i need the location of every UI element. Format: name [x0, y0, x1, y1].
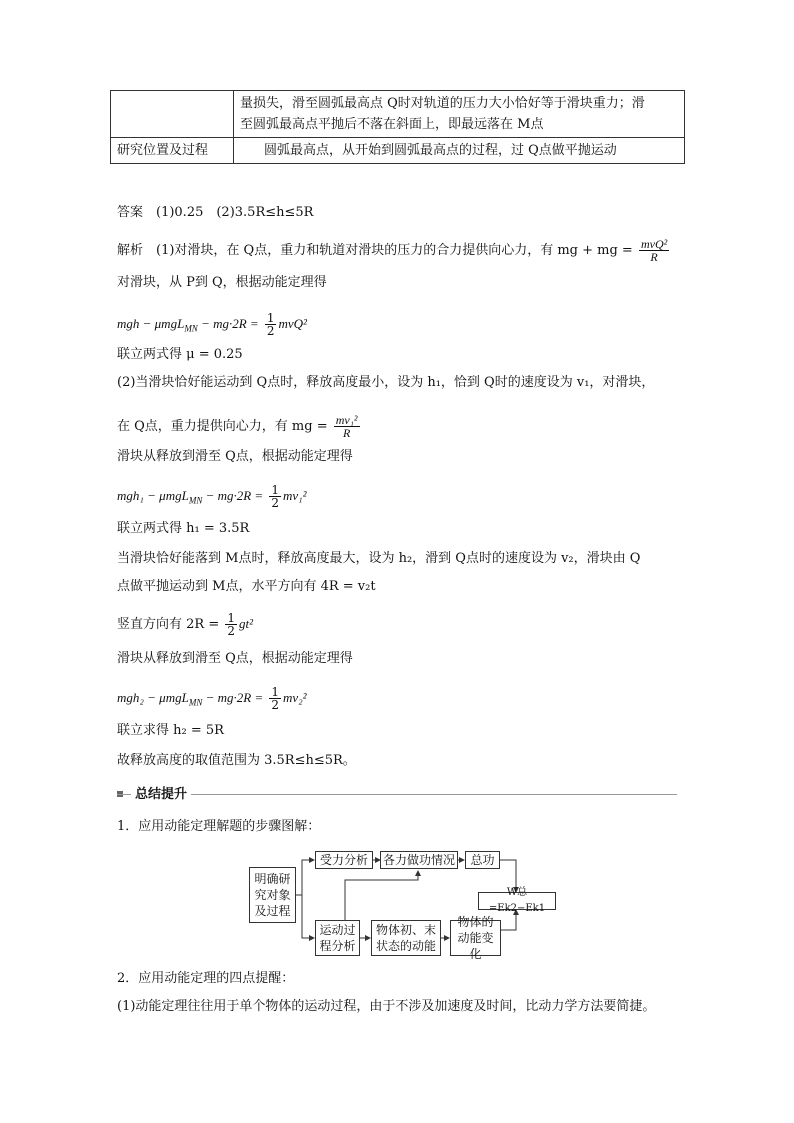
summary-item: (1)动能定理往往用于单个物体的运动过程，由于不涉及加速度及时间，比动力学方法要简捷。: [117, 999, 656, 1014]
equation-text: mgh₂ − μmgL: [117, 690, 189, 705]
flow-box-change: 物体的动能变化: [450, 920, 501, 956]
fraction-denominator: R: [342, 426, 351, 440]
analysis-line: 对滑块，从 P到 Q，根据动能定理得: [117, 275, 327, 290]
summary-item: 2．应用动能定理的四点提醒：: [117, 971, 295, 986]
fraction-denominator: R: [650, 250, 658, 264]
analysis-line: 滑块从释放到滑至 Q点，根据动能定理得: [117, 449, 353, 464]
section-title: 总结提升: [131, 787, 191, 803]
table-cell: [234, 91, 685, 138]
table-cell: [111, 91, 234, 138]
fraction: [639, 238, 669, 263]
flow-box-total: 总功: [465, 851, 500, 869]
analysis-line: 联立求得 h₂ = 5R: [117, 723, 224, 738]
fraction-denominator: 2: [271, 698, 279, 712]
fraction: [269, 686, 281, 711]
flow-box-work: 各力做功情况: [380, 851, 458, 869]
fraction-numerator: 1: [271, 685, 279, 699]
analysis-line: 当滑块恰好能落到 M点时，释放高度最大，设为 h₂，滑到 Q点时的速度设为 v₂，滑块由 Q: [117, 551, 641, 566]
equation-line: [117, 312, 307, 338]
arrow-line: [302, 895, 314, 938]
flow-box-force: 受力分析: [315, 851, 373, 869]
fraction-numerator: mvQ²: [640, 237, 668, 251]
equation-line: [117, 612, 253, 637]
table-row: [111, 91, 685, 138]
equation-text: mgh₁ − μmgL: [117, 488, 189, 503]
table-cell-line: 量损失，滑至圆弧最高点 Q时对轨道的压力大小恰好等于滑块重力；滑: [240, 96, 645, 111]
subscript: MN: [184, 323, 198, 334]
analysis-line: 点做平抛运动到 M点，水平方向有 4R = v₂t: [117, 579, 376, 594]
flow-box-start: 明确研究对象及过程: [249, 867, 296, 923]
fraction-numerator: 1: [271, 483, 279, 497]
flow-box-motion: 运动过程分析: [315, 920, 360, 956]
table-row: [111, 138, 685, 164]
fraction: [225, 612, 237, 637]
arrow-line: [499, 860, 516, 892]
analysis-line: [117, 414, 362, 439]
equation-text: mgh − μmgL: [117, 316, 185, 331]
analysis-text: 竖直方向有 2R =: [117, 617, 220, 632]
analysis-line: (2)当滑块恰好能运动到 Q点时，释放高度最小，设为 h₁，恰到 Q时的速度设为 v₁，对滑块，: [117, 375, 655, 390]
section-divider: [117, 794, 677, 795]
subscript: MN: [188, 697, 203, 708]
summary-item: 1．应用动能定理解题的步骤图解：: [117, 819, 321, 834]
analysis-line: [117, 238, 671, 263]
table-cell: 圆弧最高点，从开始到圆弧最高点的过程，过 Q点做平抛运动: [234, 138, 685, 164]
subscript: MN: [188, 495, 203, 506]
arrow-line: [345, 871, 418, 920]
arrow-line: [296, 860, 314, 895]
fraction-numerator: mv₁²: [335, 413, 358, 427]
arrow-line: [501, 910, 516, 930]
analysis-text: 在 Q点，重力提供向心力，有 mg =: [117, 419, 328, 434]
fraction-numerator: 1: [266, 311, 275, 325]
equation-line: [117, 686, 307, 712]
equation-line: [117, 484, 307, 510]
analysis-text: 解析 (1)对滑块，在 Q点，重力和轨道对滑块的压力的合力提供向心力，有 mg + mg =: [117, 243, 633, 258]
flow-box-state: 物体初、末状态的动能: [371, 920, 441, 956]
equation-text: mvQ²: [278, 316, 307, 331]
answer-line: 答案 (1)0.25 (2)3.5R≤h≤5R: [117, 205, 314, 220]
equation-text: gt²: [239, 616, 254, 631]
analysis-line: 滑块从释放到滑至 Q点，根据动能定理得: [117, 651, 353, 666]
equation-text: − mg·2R =: [197, 316, 259, 331]
info-table: [110, 90, 685, 164]
fraction-denominator: 2: [227, 624, 235, 638]
equation-text: mv₁²: [282, 488, 307, 503]
fraction-denominator: 2: [271, 496, 279, 510]
equation-text: mv₂²: [282, 690, 307, 705]
analysis-line: 联立两式得 μ = 0.25: [117, 347, 243, 362]
equation-text: − mg·2R =: [202, 488, 264, 503]
section-header: [117, 787, 677, 803]
table-cell-line: 至圆弧最高点平抛后不落在斜面上，即最远落在 M点: [240, 117, 544, 132]
table-cell: 研究位置及过程: [111, 138, 234, 164]
analysis-line: 故释放高度的取值范围为 3.5R≤h≤5R。: [117, 753, 356, 768]
flow-box-formula: W总=Ek2−Ek1: [478, 892, 556, 910]
fraction: [265, 312, 277, 337]
fraction-denominator: 2: [266, 324, 275, 338]
fraction: [269, 484, 281, 509]
analysis-line: 联立两式得 h₁ = 3.5R: [117, 521, 250, 536]
equation-text: − mg·2R =: [202, 690, 264, 705]
fraction-numerator: 1: [227, 611, 235, 625]
fraction: [334, 414, 360, 439]
